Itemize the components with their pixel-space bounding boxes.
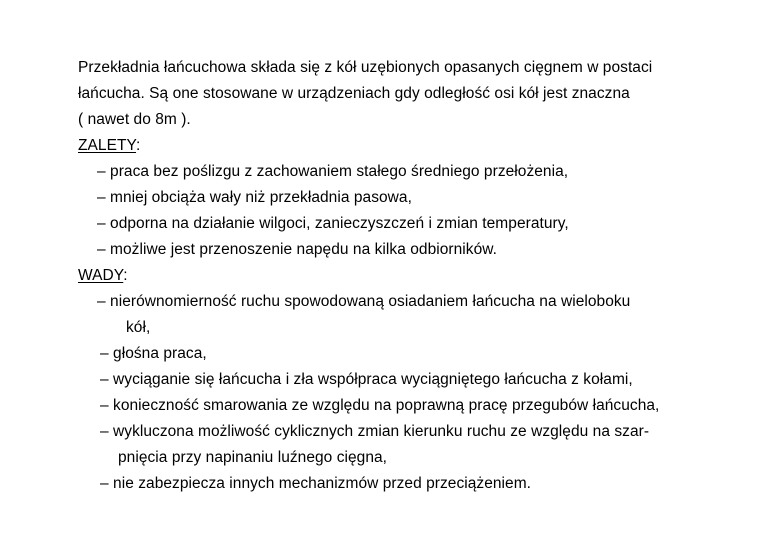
advantage-item-4: – możliwe jest przenoszenie napędu na kilka odbiorników.	[97, 241, 498, 258]
disadvantage-item-1-line-2: kół,	[126, 319, 151, 336]
disadvantage-item-5-line-1: – wykluczona możliwość cyklicznych zmian kierunku ruchu ze względu na szar-	[100, 423, 650, 440]
advantage-item-1: – praca bez poślizgu z zachowaniem stałego średniego przełożenia,	[97, 163, 569, 180]
intro-line-2: łańcucha. Są one stosowane w urządzeniach gdy odległość osi kół jest znaczna	[78, 85, 630, 102]
disadvantage-item-5-line-2: pnięcia przy napinaniu luźnego cięgna,	[118, 449, 388, 466]
intro-line-3: ( nawet do 8m ).	[78, 111, 191, 128]
intro-line-1: Przekładnia łańcuchowa składa się z kół uzębionych opasanych cięgnem w postaci	[78, 59, 653, 76]
advantages-heading-text: ZALETY	[78, 137, 137, 154]
disadvantages-heading	[78, 266, 128, 286]
disadvantage-item-1-line-1: – nierównomierność ruchu spowodowaną osiadaniem łańcucha na wieloboku	[97, 293, 631, 310]
disadvantage-item-6: – nie zabezpiecza innych mechanizmów przed przeciążeniem.	[100, 475, 532, 492]
advantage-item-2: – mniej obciąża wały niż przekładnia pasowa,	[97, 189, 412, 206]
disadvantages-heading-colon: :	[123, 267, 128, 284]
disadvantage-item-2: – głośna praca,	[100, 345, 207, 362]
disadvantages-heading-text: WADY	[78, 267, 124, 284]
disadvantage-item-3: – wyciąganie się łańcucha i zła współpraca wyciągniętego łańcucha z kołami,	[100, 371, 633, 388]
advantages-heading-colon: :	[136, 137, 141, 154]
disadvantage-item-4: – konieczność smarowania ze względu na poprawną pracę przegubów łańcucha,	[100, 397, 660, 414]
advantage-item-3: – odporna na działanie wilgoci, zanieczyszczeń i zmian temperatury,	[97, 215, 569, 232]
advantages-heading	[78, 136, 140, 156]
